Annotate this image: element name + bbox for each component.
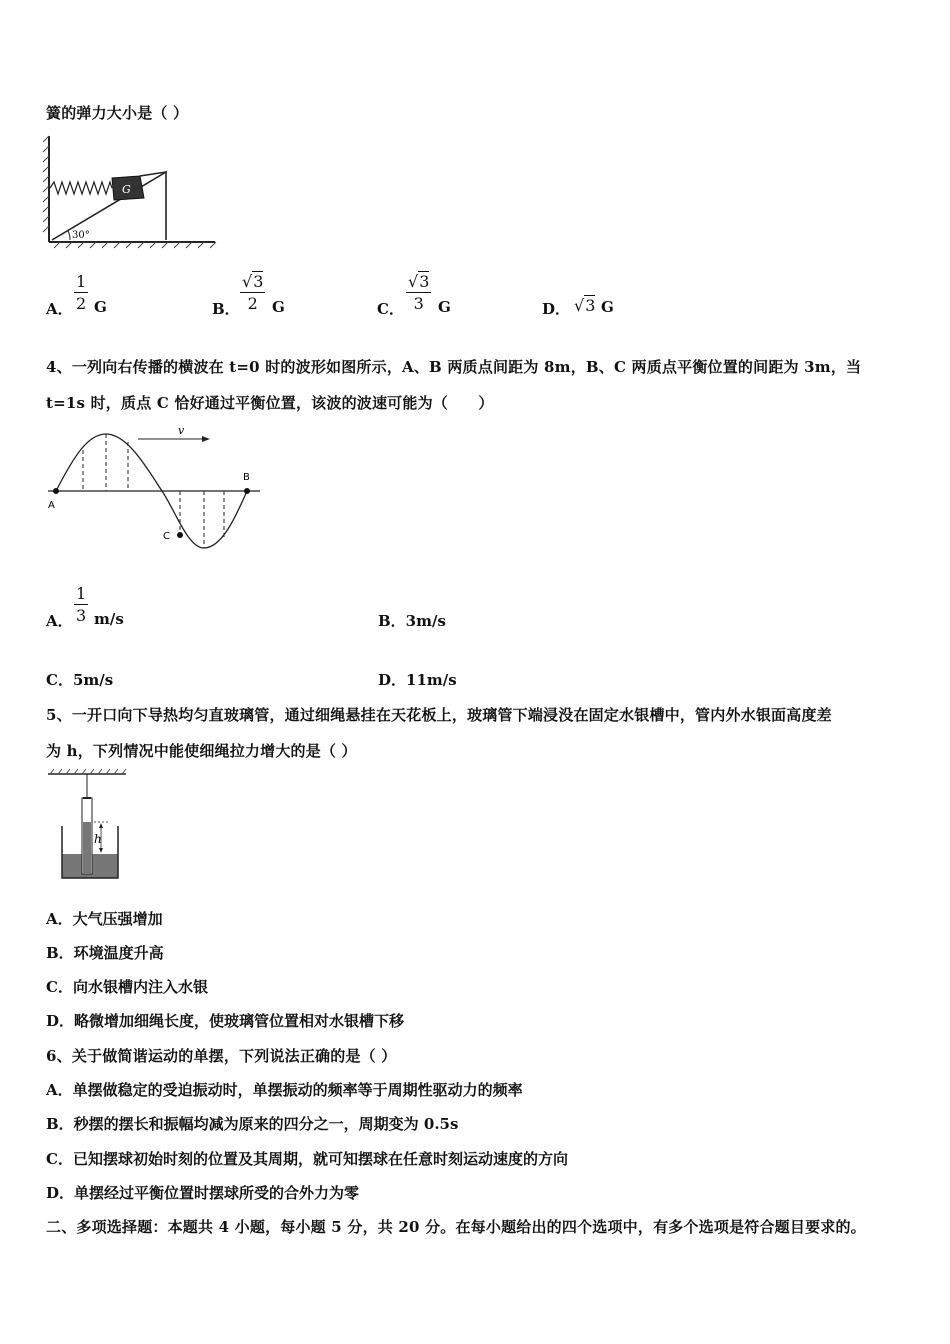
q5-option-c: C．向水银槽内注入水银	[46, 978, 208, 996]
fraction-denominator: 3	[413, 294, 424, 313]
fraction: √3 2	[242, 272, 264, 313]
q3-stem-tail: 簧的弹力大小是（ ）	[46, 104, 189, 122]
q6-option-c: C．已知摆球初始时刻的位置及其周期，就可知摆球在任意时刻运动速度的方向	[46, 1150, 568, 1168]
option-unit: m/s	[94, 610, 124, 628]
option-letter: A．	[46, 300, 73, 318]
q6-stem: 6、关于做简谐运动的单摆，下列说法正确的是（ ）	[46, 1047, 397, 1065]
point-b-label: B	[243, 472, 250, 483]
fraction-denominator: 3	[76, 606, 87, 625]
q5-tube-figure	[46, 768, 136, 886]
q5-option-b: B．环境温度升高	[46, 944, 164, 962]
q6-option-a: A．单摆做稳定的受迫振动时，单摆振动的频率等于周期性驱动力的频率	[46, 1081, 523, 1099]
q5-option-d: D．略微增加细绳长度，使玻璃管位置相对水银槽下移	[46, 1012, 405, 1030]
q5-option-a: A．大气压强增加	[46, 910, 163, 928]
fraction: √3 3	[408, 272, 430, 313]
fraction-numerator: 1	[76, 272, 87, 291]
angle-label: 30°	[72, 230, 90, 241]
q4-wave-figure	[44, 420, 264, 555]
fraction-numerator: 1	[76, 584, 87, 603]
q3-incline-figure	[40, 132, 220, 250]
q4-stem-line2: t=1s 时，质点 C 恰好通过平衡位置，该波的波速可能为（ ）	[46, 394, 494, 412]
height-label: h	[94, 832, 102, 846]
point-c-dot	[177, 532, 183, 538]
fraction-denominator: 2	[247, 294, 258, 313]
option-unit: G	[438, 298, 451, 316]
sqrt-expression: √3	[574, 296, 596, 315]
option-letter: B．	[212, 300, 240, 318]
point-c-label: C	[163, 531, 170, 542]
option-unit: G	[272, 298, 285, 316]
fraction-numerator: 3	[419, 272, 430, 291]
point-a-dot	[53, 488, 59, 494]
option-unit: G	[601, 298, 614, 316]
q4-option-b: B．3m/s	[378, 612, 446, 630]
option-letter: D．	[542, 300, 571, 318]
option-letter: A．	[46, 612, 73, 630]
velocity-label: v	[178, 424, 185, 437]
fraction	[74, 584, 88, 625]
q5-stem-line1: 5、一开口向下导热均匀直玻璃管，通过细绳悬挂在天花板上，玻璃管下端浸没在固定水银槽中，管内外水银面高度差	[46, 706, 832, 724]
q6-option-d: D．单摆经过平衡位置时摆球所受的合外力为零	[46, 1184, 360, 1202]
q4-stem-line1: 4、一列向右传播的横波在 t=0 时的波形如图所示，A、B 两质点间距为 8m，B、C 两质点平衡位置的间距为 3m，当	[46, 358, 862, 376]
point-a-label: A	[48, 500, 55, 511]
fraction-denominator: 2	[76, 294, 87, 313]
weight-label: G	[122, 183, 131, 196]
fraction-numerator: 3	[253, 272, 264, 291]
section2-heading: 二、多项选择题：本题共 4 小题，每小题 5 分，共 20 分。在每小题给出的四个选项中，有多个选项是符合题目要求的。	[46, 1218, 866, 1236]
q5-stem-line2: 为 h，下列情况中能使细绳拉力增大的是（ ）	[46, 742, 357, 760]
point-b-dot	[244, 488, 250, 494]
q4-option-d: D．11m/s	[378, 671, 457, 689]
option-unit: G	[94, 298, 107, 316]
option-letter: C．	[377, 300, 404, 318]
q6-option-b: B．秒摆的摆长和振幅均减为原来的四分之一，周期变为 0.5s	[46, 1115, 459, 1133]
fraction	[74, 272, 88, 313]
q4-option-c: C．5m/s	[46, 671, 114, 689]
